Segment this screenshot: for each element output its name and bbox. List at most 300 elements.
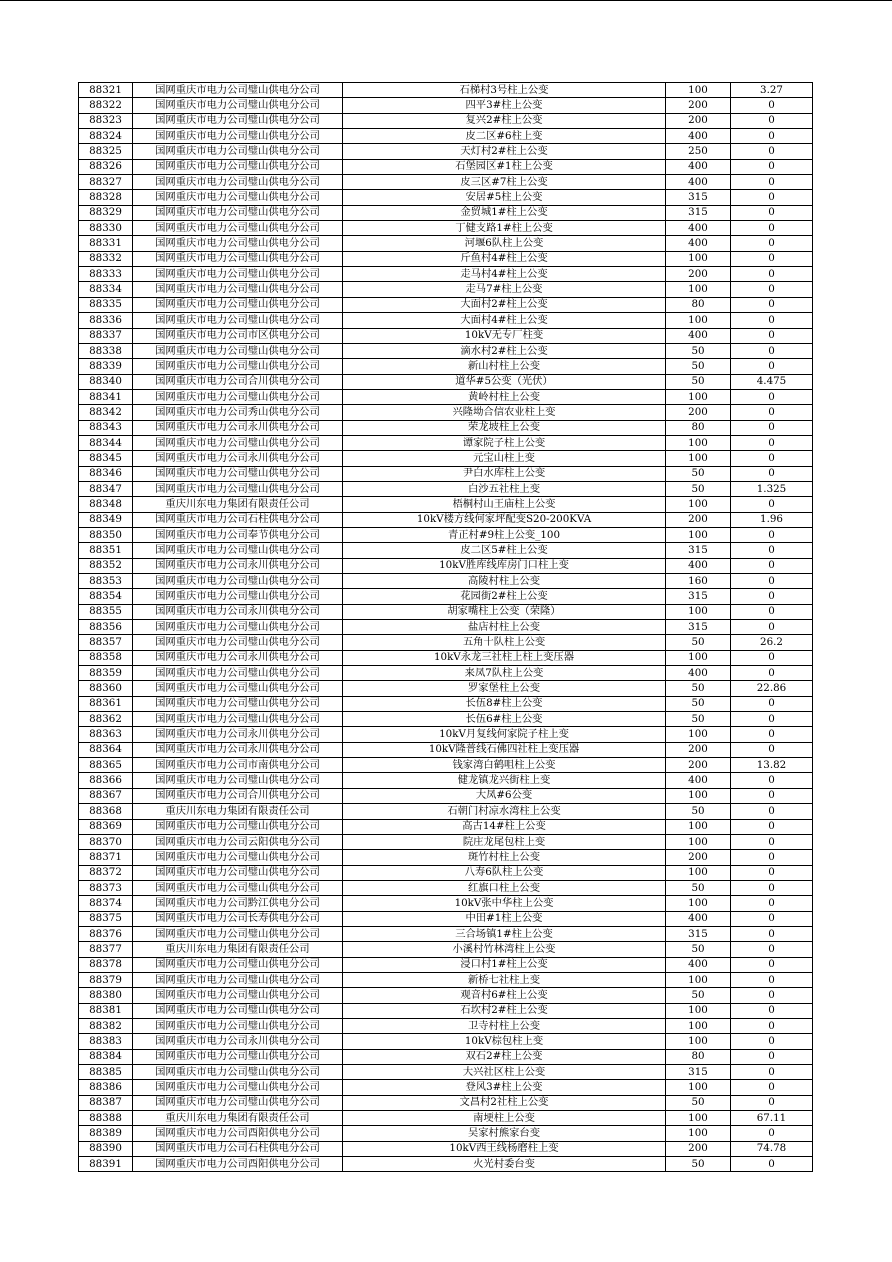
table-row xyxy=(79,1003,813,1018)
capacity-cell: 50 xyxy=(666,880,731,895)
value-cell: 0 xyxy=(731,435,813,450)
value-cell: 0 xyxy=(731,1034,813,1049)
transformer-name-cell: 健龙镇龙兴街柱上变 xyxy=(343,773,666,788)
row-id-cell: 88361 xyxy=(79,696,133,711)
value-cell: 0 xyxy=(731,727,813,742)
table-body xyxy=(79,83,813,1172)
transformer-name-cell: 五角十队柱上公变 xyxy=(343,635,666,650)
capacity-cell: 100 xyxy=(666,527,731,542)
row-id-cell: 88372 xyxy=(79,865,133,880)
transformer-name-cell: 浸口村1#柱上公变 xyxy=(343,957,666,972)
company-cell: 重庆川东电力集团有限责任公司 xyxy=(133,1111,343,1126)
table-row xyxy=(79,144,813,159)
table-row xyxy=(79,466,813,481)
value-cell: 0 xyxy=(731,190,813,205)
transformer-name-cell: 10kV胜库线库房门口柱上变 xyxy=(343,558,666,573)
company-cell: 国网重庆市电力公司黔江供电分公司 xyxy=(133,896,343,911)
transformer-name-cell: 观音村6#柱上公变 xyxy=(343,988,666,1003)
row-id-cell: 88384 xyxy=(79,1049,133,1064)
row-id-cell: 88330 xyxy=(79,221,133,236)
value-cell: 0 xyxy=(731,1080,813,1095)
capacity-cell: 200 xyxy=(666,758,731,773)
table-row xyxy=(79,620,813,635)
capacity-cell: 100 xyxy=(666,1003,731,1018)
company-cell: 国网重庆市电力公司璧山供电分公司 xyxy=(133,819,343,834)
company-cell: 国网重庆市电力公司永川供电分公司 xyxy=(133,742,343,757)
row-id-cell: 88323 xyxy=(79,113,133,128)
value-cell: 0 xyxy=(731,282,813,297)
transformer-name-cell: 文昌村2社柱上公变 xyxy=(343,1095,666,1110)
table-row xyxy=(79,834,813,849)
capacity-cell: 100 xyxy=(666,896,731,911)
value-cell: 13.82 xyxy=(731,758,813,773)
company-cell: 国网重庆市电力公司璧山供电分公司 xyxy=(133,221,343,236)
table-row xyxy=(79,374,813,389)
row-id-cell: 88359 xyxy=(79,666,133,681)
company-cell: 国网重庆市电力公司璧山供电分公司 xyxy=(133,1065,343,1080)
value-cell: 22.86 xyxy=(731,681,813,696)
table-row xyxy=(79,850,813,865)
transformer-name-cell: 10kV隆普线石佛四社柱上变压器 xyxy=(343,742,666,757)
capacity-cell: 315 xyxy=(666,1065,731,1080)
transformer-name-cell: 盐店村柱上公变 xyxy=(343,620,666,635)
capacity-cell: 100 xyxy=(666,972,731,987)
capacity-cell: 200 xyxy=(666,267,731,282)
capacity-cell: 100 xyxy=(666,865,731,880)
table-row xyxy=(79,957,813,972)
row-id-cell: 88370 xyxy=(79,834,133,849)
row-id-cell: 88344 xyxy=(79,435,133,450)
capacity-cell: 50 xyxy=(666,712,731,727)
value-cell: 0 xyxy=(731,113,813,128)
table-row xyxy=(79,681,813,696)
transformer-name-cell: 胡家嘴柱上公变（荣隆） xyxy=(343,604,666,619)
capacity-cell: 50 xyxy=(666,681,731,696)
value-cell: 0 xyxy=(731,420,813,435)
capacity-cell: 315 xyxy=(666,926,731,941)
table-row xyxy=(79,865,813,880)
transformer-name-cell: 来凤7队柱上公变 xyxy=(343,666,666,681)
capacity-cell: 100 xyxy=(666,83,731,98)
table-row xyxy=(79,83,813,98)
company-cell: 国网重庆市电力公司市区供电分公司 xyxy=(133,328,343,343)
capacity-cell: 400 xyxy=(666,328,731,343)
row-id-cell: 88362 xyxy=(79,712,133,727)
value-cell: 26.2 xyxy=(731,635,813,650)
company-cell: 国网重庆市电力公司璧山供电分公司 xyxy=(133,236,343,251)
table-row xyxy=(79,988,813,1003)
transformer-name-cell: 元宝山柱上变 xyxy=(343,451,666,466)
transformer-name-cell: 长伍8#柱上公变 xyxy=(343,696,666,711)
company-cell: 国网重庆市电力公司璧山供电分公司 xyxy=(133,159,343,174)
transformer-name-cell: 大兴社区柱上公变 xyxy=(343,1065,666,1080)
table-row xyxy=(79,497,813,512)
transformer-name-cell: 花园街2#柱上公变 xyxy=(343,589,666,604)
row-id-cell: 88378 xyxy=(79,957,133,972)
transformer-name-cell: 梧桐村山王庙柱上公变 xyxy=(343,497,666,512)
table-row xyxy=(79,804,813,819)
company-cell: 国网重庆市电力公司璧山供电分公司 xyxy=(133,850,343,865)
row-id-cell: 88360 xyxy=(79,681,133,696)
capacity-cell: 200 xyxy=(666,98,731,113)
capacity-cell: 50 xyxy=(666,696,731,711)
transformer-name-cell: 吴家村熊家台变 xyxy=(343,1126,666,1141)
company-cell: 国网重庆市电力公司璧山供电分公司 xyxy=(133,435,343,450)
capacity-cell: 200 xyxy=(666,742,731,757)
table-row xyxy=(79,696,813,711)
row-id-cell: 88368 xyxy=(79,804,133,819)
value-cell: 0 xyxy=(731,666,813,681)
table-row xyxy=(79,435,813,450)
value-cell: 0 xyxy=(731,313,813,328)
transformer-name-cell: 石梯村3号柱上公变 xyxy=(343,83,666,98)
transformer-name-cell: 石朝门村凉水湾柱上公变 xyxy=(343,804,666,819)
transformer-name-cell: 兴隆坳合信农业柱上变 xyxy=(343,405,666,420)
capacity-cell: 315 xyxy=(666,543,731,558)
company-cell: 重庆川东电力集团有限责任公司 xyxy=(133,942,343,957)
transformer-name-cell: 皮二区#6柱上变 xyxy=(343,129,666,144)
capacity-cell: 100 xyxy=(666,604,731,619)
table-row xyxy=(79,1141,813,1156)
company-cell: 国网重庆市电力公司璧山供电分公司 xyxy=(133,1080,343,1095)
transformer-name-cell: 斤鱼村4#柱上公变 xyxy=(343,251,666,266)
capacity-cell: 100 xyxy=(666,650,731,665)
company-cell: 国网重庆市电力公司永川供电分公司 xyxy=(133,727,343,742)
company-cell: 国网重庆市电力公司璧山供电分公司 xyxy=(133,696,343,711)
transformer-name-cell: 道华#5公变（光伏） xyxy=(343,374,666,389)
capacity-cell: 100 xyxy=(666,435,731,450)
value-cell: 0 xyxy=(731,1126,813,1141)
row-id-cell: 88349 xyxy=(79,512,133,527)
company-cell: 国网重庆市电力公司永川供电分公司 xyxy=(133,420,343,435)
capacity-cell: 80 xyxy=(666,420,731,435)
row-id-cell: 88356 xyxy=(79,620,133,635)
transformer-name-cell: 青正村#9柱上公变_100 xyxy=(343,527,666,542)
transformer-name-cell: 斑竹村柱上公变 xyxy=(343,850,666,865)
row-id-cell: 88332 xyxy=(79,251,133,266)
company-cell: 国网重庆市电力公司璧山供电分公司 xyxy=(133,267,343,282)
value-cell: 0 xyxy=(731,742,813,757)
table-row xyxy=(79,221,813,236)
transformer-name-cell: 卫寺村柱上公变 xyxy=(343,1018,666,1033)
company-cell: 重庆川东电力集团有限责任公司 xyxy=(133,497,343,512)
value-cell: 0 xyxy=(731,129,813,144)
capacity-cell: 160 xyxy=(666,574,731,589)
row-id-cell: 88337 xyxy=(79,328,133,343)
value-cell: 0 xyxy=(731,451,813,466)
transformer-name-cell: 火光村委台变 xyxy=(343,1157,666,1172)
row-id-cell: 88367 xyxy=(79,788,133,803)
company-cell: 国网重庆市电力公司璧山供电分公司 xyxy=(133,957,343,972)
table-row xyxy=(79,451,813,466)
value-cell: 0 xyxy=(731,926,813,941)
value-cell: 0 xyxy=(731,712,813,727)
table-row xyxy=(79,1157,813,1172)
company-cell: 国网重庆市电力公司璧山供电分公司 xyxy=(133,926,343,941)
transformer-name-cell: 大面村4#柱上公变 xyxy=(343,313,666,328)
table-row xyxy=(79,297,813,312)
transformer-name-cell: 钱家湾白鹤咀柱上公变 xyxy=(343,758,666,773)
row-id-cell: 88338 xyxy=(79,343,133,358)
transformer-name-cell: 尹白水库柱上公变 xyxy=(343,466,666,481)
transformer-name-cell: 红旗口柱上公变 xyxy=(343,880,666,895)
transformer-name-cell: 荣龙坡柱上公变 xyxy=(343,420,666,435)
capacity-cell: 400 xyxy=(666,773,731,788)
company-cell: 国网重庆市电力公司酉阳供电分公司 xyxy=(133,1157,343,1172)
row-id-cell: 88345 xyxy=(79,451,133,466)
row-id-cell: 88324 xyxy=(79,129,133,144)
value-cell: 0 xyxy=(731,497,813,512)
capacity-cell: 400 xyxy=(666,558,731,573)
row-id-cell: 88371 xyxy=(79,850,133,865)
table-row xyxy=(79,98,813,113)
value-cell: 0 xyxy=(731,1157,813,1172)
capacity-cell: 315 xyxy=(666,620,731,635)
transformer-name-cell: 谭家院子柱上公变 xyxy=(343,435,666,450)
value-cell: 0 xyxy=(731,1003,813,1018)
company-cell: 国网重庆市电力公司璧山供电分公司 xyxy=(133,144,343,159)
company-cell: 国网重庆市电力公司璧山供电分公司 xyxy=(133,543,343,558)
value-cell: 0 xyxy=(731,589,813,604)
company-cell: 国网重庆市电力公司璧山供电分公司 xyxy=(133,865,343,880)
capacity-cell: 50 xyxy=(666,359,731,374)
row-id-cell: 88348 xyxy=(79,497,133,512)
value-cell: 0 xyxy=(731,650,813,665)
capacity-cell: 100 xyxy=(666,1080,731,1095)
table-row xyxy=(79,1095,813,1110)
transformer-name-cell: 八寿6队柱上公变 xyxy=(343,865,666,880)
company-cell: 国网重庆市电力公司市南供电分公司 xyxy=(133,758,343,773)
capacity-cell: 100 xyxy=(666,1034,731,1049)
value-cell: 0 xyxy=(731,175,813,190)
company-cell: 国网重庆市电力公司合川供电分公司 xyxy=(133,374,343,389)
row-id-cell: 88331 xyxy=(79,236,133,251)
table-row xyxy=(79,1034,813,1049)
value-cell: 3.27 xyxy=(731,83,813,98)
row-id-cell: 88325 xyxy=(79,144,133,159)
table-row xyxy=(79,911,813,926)
transformer-name-cell: 院庄龙尾包柱上变 xyxy=(343,834,666,849)
row-id-cell: 88328 xyxy=(79,190,133,205)
capacity-cell: 100 xyxy=(666,1018,731,1033)
table-row xyxy=(79,328,813,343)
transformer-name-cell: 10kV张中华柱上公变 xyxy=(343,896,666,911)
company-cell: 国网重庆市电力公司酉阳供电分公司 xyxy=(133,1126,343,1141)
table-row xyxy=(79,880,813,895)
table-row xyxy=(79,574,813,589)
table-row xyxy=(79,727,813,742)
row-id-cell: 88363 xyxy=(79,727,133,742)
company-cell: 国网重庆市电力公司璧山供电分公司 xyxy=(133,574,343,589)
row-id-cell: 88343 xyxy=(79,420,133,435)
transformer-name-cell: 石坎村2#柱上公变 xyxy=(343,1003,666,1018)
table-row xyxy=(79,175,813,190)
transformer-name-cell: 皮三区#7柱上公变 xyxy=(343,175,666,190)
company-cell: 国网重庆市电力公司璧山供电分公司 xyxy=(133,343,343,358)
company-cell: 国网重庆市电力公司璧山供电分公司 xyxy=(133,251,343,266)
capacity-cell: 400 xyxy=(666,666,731,681)
table-row xyxy=(79,282,813,297)
company-cell: 国网重庆市电力公司璧山供电分公司 xyxy=(133,666,343,681)
table-row xyxy=(79,589,813,604)
row-id-cell: 88383 xyxy=(79,1034,133,1049)
value-cell: 0 xyxy=(731,911,813,926)
company-cell: 国网重庆市电力公司璧山供电分公司 xyxy=(133,389,343,404)
row-id-cell: 88386 xyxy=(79,1080,133,1095)
capacity-cell: 80 xyxy=(666,1049,731,1064)
company-cell: 国网重庆市电力公司永川供电分公司 xyxy=(133,650,343,665)
row-id-cell: 88390 xyxy=(79,1141,133,1156)
transformer-name-cell: 白沙五社柱上变 xyxy=(343,481,666,496)
row-id-cell: 88366 xyxy=(79,773,133,788)
row-id-cell: 88377 xyxy=(79,942,133,957)
capacity-cell: 50 xyxy=(666,466,731,481)
table-row xyxy=(79,113,813,128)
value-cell: 0 xyxy=(731,236,813,251)
transformer-name-cell: 双石2#柱上公变 xyxy=(343,1049,666,1064)
table-row xyxy=(79,512,813,527)
transformer-name-cell: 登风3#柱上公变 xyxy=(343,1080,666,1095)
transformer-name-cell: 10kV无专厂柱变 xyxy=(343,328,666,343)
row-id-cell: 88375 xyxy=(79,911,133,926)
value-cell: 0 xyxy=(731,144,813,159)
capacity-cell: 80 xyxy=(666,297,731,312)
transformer-name-cell: 中田#1柱上公变 xyxy=(343,911,666,926)
capacity-cell: 50 xyxy=(666,481,731,496)
table-row xyxy=(79,343,813,358)
capacity-cell: 50 xyxy=(666,1095,731,1110)
value-cell: 74.78 xyxy=(731,1141,813,1156)
company-cell: 国网重庆市电力公司璧山供电分公司 xyxy=(133,466,343,481)
table-row xyxy=(79,251,813,266)
row-id-cell: 88329 xyxy=(79,205,133,220)
capacity-cell: 100 xyxy=(666,834,731,849)
transformer-name-cell: 南埂柱上公变 xyxy=(343,1111,666,1126)
company-cell: 国网重庆市电力公司石柱供电分公司 xyxy=(133,512,343,527)
value-cell: 0 xyxy=(731,1065,813,1080)
row-id-cell: 88340 xyxy=(79,374,133,389)
transformer-name-cell: 罗家堡柱上公变 xyxy=(343,681,666,696)
table-row xyxy=(79,788,813,803)
value-cell: 0 xyxy=(731,543,813,558)
table-row xyxy=(79,405,813,420)
table-row xyxy=(79,604,813,619)
value-cell: 67.11 xyxy=(731,1111,813,1126)
table-row xyxy=(79,773,813,788)
value-cell: 0 xyxy=(731,819,813,834)
value-cell: 0 xyxy=(731,896,813,911)
capacity-cell: 100 xyxy=(666,727,731,742)
value-cell: 0 xyxy=(731,988,813,1003)
row-id-cell: 88379 xyxy=(79,972,133,987)
capacity-cell: 400 xyxy=(666,957,731,972)
row-id-cell: 88373 xyxy=(79,880,133,895)
transformer-name-cell: 大面村2#柱上公变 xyxy=(343,297,666,312)
row-id-cell: 88335 xyxy=(79,297,133,312)
transformer-name-cell: 石堡园区#1柱上公变 xyxy=(343,159,666,174)
table-row xyxy=(79,129,813,144)
value-cell: 0 xyxy=(731,297,813,312)
company-cell: 国网重庆市电力公司合川供电分公司 xyxy=(133,788,343,803)
company-cell: 国网重庆市电力公司璧山供电分公司 xyxy=(133,880,343,895)
capacity-cell: 100 xyxy=(666,1126,731,1141)
table-row xyxy=(79,1065,813,1080)
capacity-cell: 100 xyxy=(666,251,731,266)
table-row xyxy=(79,527,813,542)
value-cell: 0 xyxy=(731,942,813,957)
row-id-cell: 88358 xyxy=(79,650,133,665)
row-id-cell: 88380 xyxy=(79,988,133,1003)
value-cell: 0 xyxy=(731,359,813,374)
value-cell: 0 xyxy=(731,405,813,420)
value-cell: 0 xyxy=(731,804,813,819)
row-id-cell: 88385 xyxy=(79,1065,133,1080)
company-cell: 国网重庆市电力公司璧山供电分公司 xyxy=(133,190,343,205)
company-cell: 国网重庆市电力公司云阳供电分公司 xyxy=(133,834,343,849)
table-row xyxy=(79,359,813,374)
value-cell: 0 xyxy=(731,773,813,788)
capacity-cell: 200 xyxy=(666,850,731,865)
table-row xyxy=(79,1111,813,1126)
company-cell: 国网重庆市电力公司璧山供电分公司 xyxy=(133,83,343,98)
company-cell: 国网重庆市电力公司璧山供电分公司 xyxy=(133,988,343,1003)
table-row xyxy=(79,819,813,834)
value-cell: 0 xyxy=(731,267,813,282)
company-cell: 国网重庆市电力公司璧山供电分公司 xyxy=(133,113,343,128)
transformer-name-cell: 安居#5柱上公变 xyxy=(343,190,666,205)
transformer-table xyxy=(78,82,813,1172)
row-id-cell: 88351 xyxy=(79,543,133,558)
row-id-cell: 88347 xyxy=(79,481,133,496)
row-id-cell: 88353 xyxy=(79,574,133,589)
row-id-cell: 88381 xyxy=(79,1003,133,1018)
company-cell: 国网重庆市电力公司璧山供电分公司 xyxy=(133,681,343,696)
transformer-name-cell: 天灯村2#柱上公变 xyxy=(343,144,666,159)
value-cell: 1.96 xyxy=(731,512,813,527)
company-cell: 国网重庆市电力公司璧山供电分公司 xyxy=(133,359,343,374)
value-cell: 0 xyxy=(731,620,813,635)
transformer-name-cell: 皮二区5#柱上公变 xyxy=(343,543,666,558)
transformer-name-cell: 大凤#6公变 xyxy=(343,788,666,803)
transformer-name-cell: 三合场镇1#柱上公变 xyxy=(343,926,666,941)
capacity-cell: 100 xyxy=(666,282,731,297)
row-id-cell: 88333 xyxy=(79,267,133,282)
transformer-name-cell: 复兴2#柱上公变 xyxy=(343,113,666,128)
company-cell: 国网重庆市电力公司璧山供电分公司 xyxy=(133,620,343,635)
table-row xyxy=(79,236,813,251)
table-row xyxy=(79,543,813,558)
capacity-cell: 50 xyxy=(666,988,731,1003)
transformer-name-cell: 10kV永龙三社柱上柱上变压器 xyxy=(343,650,666,665)
value-cell: 0 xyxy=(731,834,813,849)
capacity-cell: 400 xyxy=(666,175,731,190)
capacity-cell: 50 xyxy=(666,343,731,358)
row-id-cell: 88336 xyxy=(79,313,133,328)
transformer-name-cell: 新桥七社柱上变 xyxy=(343,972,666,987)
company-cell: 国网重庆市电力公司永川供电分公司 xyxy=(133,451,343,466)
transformer-name-cell: 10kV楼方线何家坪配变S20-200KVA xyxy=(343,512,666,527)
capacity-cell: 50 xyxy=(666,804,731,819)
value-cell: 0 xyxy=(731,604,813,619)
table-row xyxy=(79,712,813,727)
capacity-cell: 200 xyxy=(666,512,731,527)
transformer-name-cell: 金贸城1#柱上公变 xyxy=(343,205,666,220)
table-row xyxy=(79,1018,813,1033)
company-cell: 国网重庆市电力公司璧山供电分公司 xyxy=(133,1049,343,1064)
transformer-name-cell: 滴水村2#柱上公变 xyxy=(343,343,666,358)
capacity-cell: 200 xyxy=(666,1141,731,1156)
value-cell: 0 xyxy=(731,1049,813,1064)
